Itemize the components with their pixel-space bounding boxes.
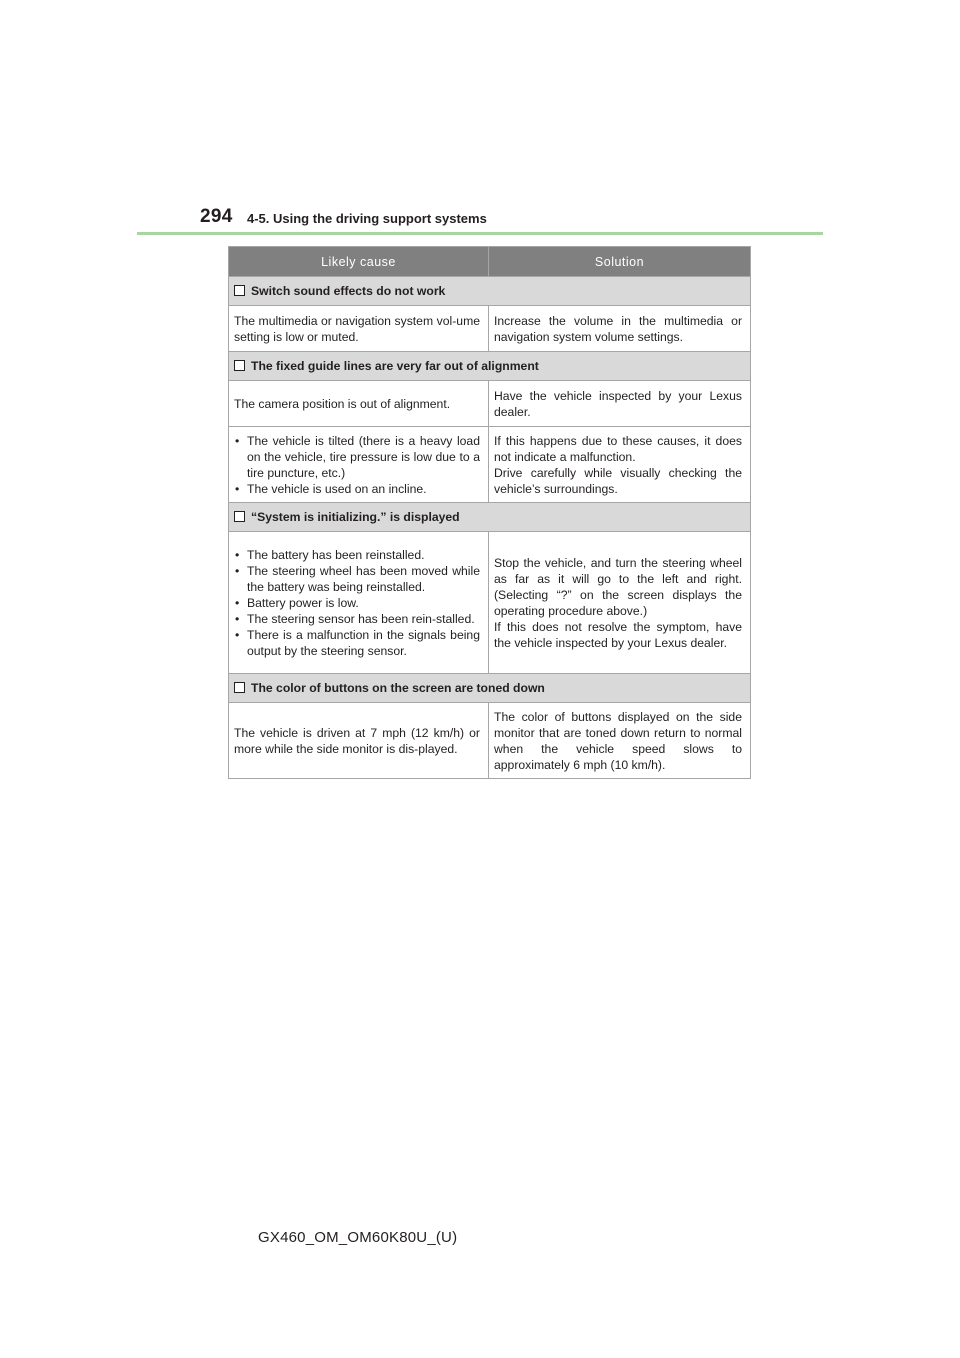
page-number: 294 (200, 206, 233, 227)
document-code: GX460_OM_OM60K80U_(U) (258, 1229, 458, 1246)
solution-text-2: Drive carefully while visually checking the vehicle’s surroundings. (494, 465, 742, 496)
solution-text-2: If this does not resolve the symptom, have the vehicle inspected by your Lexus dealer. (494, 619, 742, 650)
solution-cell (489, 427, 751, 503)
section-title-button-color: The color of buttons on the screen are toned down (251, 681, 545, 695)
solution-cell: Have the vehicle inspected by your Lexus dealer. (489, 381, 751, 427)
list-item: • The steering wheel has been moved while the battery was being reinstalled. (234, 563, 480, 595)
cause-cell (229, 532, 489, 674)
solution-text: Stop the vehicle, and turn the steering wheel as far as it will go to the left and right. (Selecting “?” on the screen displays the operating procedure above.) (494, 555, 742, 618)
list-item: • The vehicle is tilted (there is a heavy load on the vehicle, tire pressure is low due to a tire puncture, etc.) (234, 433, 480, 481)
troubleshooting-table (228, 246, 751, 779)
cause-list (234, 433, 480, 497)
table-row (229, 427, 751, 503)
section-row (229, 503, 751, 532)
section-row (229, 352, 751, 381)
table-row (229, 306, 751, 352)
checkbox-icon (234, 511, 245, 522)
col-header-solution: Solution (489, 247, 751, 277)
list-item: • There is a malfunction in the signals being output by the steering sensor. (234, 627, 480, 659)
list-item: • The vehicle is used on an incline. (234, 481, 480, 497)
section-title: 4-5. Using the driving support systems (247, 211, 487, 226)
table-row (229, 532, 751, 674)
header-rule (137, 232, 823, 235)
solution-cell: Increase the volume in the multimedia or navigation system volume settings. (489, 306, 751, 352)
section-title-guide-lines: The fixed guide lines are very far out of alignment (251, 359, 539, 373)
list-item: • Battery power is low. (234, 595, 480, 611)
checkbox-icon (234, 285, 245, 296)
table-row (229, 703, 751, 779)
list-item: • The steering sensor has been rein-stalled. (234, 611, 480, 627)
table-row (229, 381, 751, 427)
section-title-initializing: “System is initializing.” is displayed (251, 510, 460, 524)
table-header-row (229, 247, 751, 277)
checkbox-icon (234, 360, 245, 371)
section-title-sound: Switch sound effects do not work (251, 284, 446, 298)
list-item: • The battery has been reinstalled. (234, 547, 480, 563)
solution-cell: The color of buttons displayed on the side monitor that are toned down return to normal when the vehicle speed slows to approximately 6 mph (10 km/h). (489, 703, 751, 779)
checkbox-icon (234, 682, 245, 693)
cause-cell: The camera position is out of alignment. (229, 381, 489, 427)
cause-cell: The multimedia or navigation system vol-ume setting is low or muted. (229, 306, 489, 352)
solution-text: If this happens due to these causes, it does not indicate a malfunction. (494, 433, 742, 464)
col-header-likely-cause: Likely cause (229, 247, 489, 277)
section-row (229, 277, 751, 306)
cause-cell (229, 427, 489, 503)
cause-list (234, 547, 480, 659)
solution-cell (489, 532, 751, 674)
cause-cell: The vehicle is driven at 7 mph (12 km/h) or more while the side monitor is dis-played. (229, 703, 489, 779)
section-row (229, 674, 751, 703)
